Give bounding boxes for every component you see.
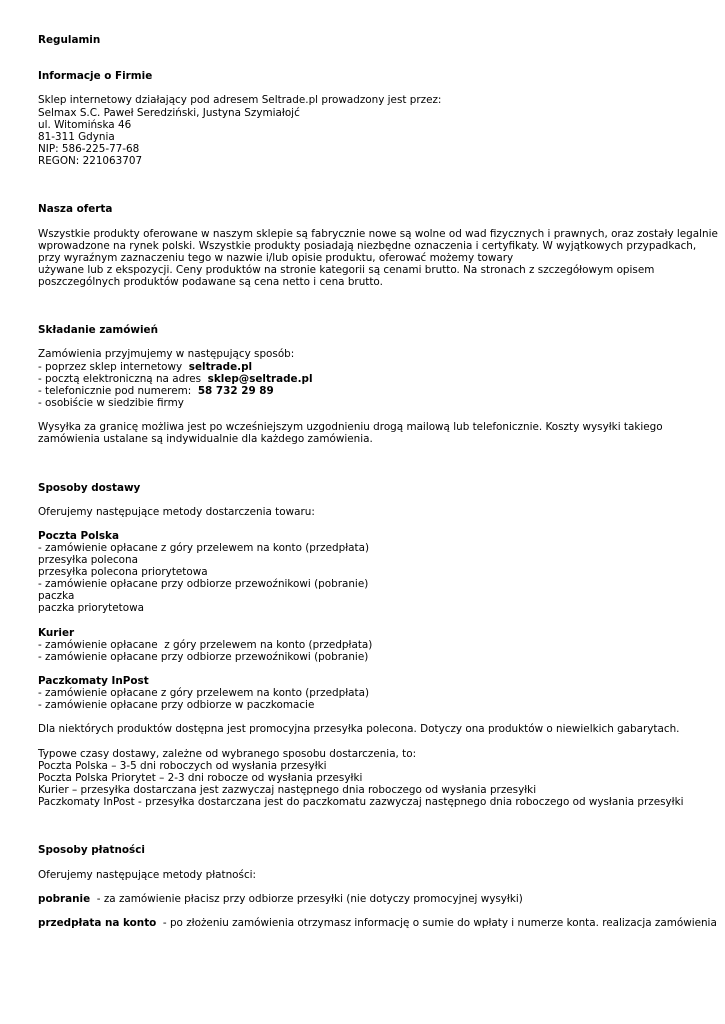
delivery-item: - zamówienie opłacane z góry przelewem na konto (przedpłata)	[38, 687, 370, 700]
delivery-item: paczka priorytetowa	[38, 602, 144, 615]
delivery-time: Kurier – przesyłka dostarczana jest zazwyczaj następnego dnia roboczego od wysłania przesyłki	[38, 783, 537, 796]
payment-intro: Oferujemy następujące metody płatności:	[38, 868, 257, 881]
delivery-item: - zamówienie opłacane przy odbiorze przewoźnikowi (pobranie)	[38, 650, 369, 663]
promo-note: Dla niektórych produktów dostępna jest promocyjna przesyłka polecona. Dotyczy ona produktów o niewielkich gabarytach.	[38, 723, 680, 736]
payment-method-text: - po złożeniu zamówienia otrzymasz informację o sumie do wpłaty i numerze konta. realizacja zamówienia	[156, 916, 717, 929]
email-link[interactable]: sklep@seltrade.pl	[207, 372, 313, 385]
order-method	[38, 361, 718, 373]
payment-method-label: przedpłata na konto	[38, 916, 157, 929]
delivery-heading: Sposoby dostawy	[38, 481, 141, 494]
offer-line: używane lub z ekspozycji. Ceny produktów na stronie kategorii są cenami brutto. Na stronach z szczegółowym opisem	[38, 263, 655, 276]
order-method	[38, 397, 718, 409]
order-method-text: - poprzez sklep internetowy	[38, 360, 189, 373]
order-method	[38, 373, 718, 385]
delivery-group-name: Paczkomaty InPost	[38, 675, 149, 688]
order-method	[38, 385, 718, 397]
offer-line: poszczególnych produktów podawane są cena netto i cena brutto.	[38, 275, 383, 288]
delivery-item: - zamówienie opłacane przy odbiorze w paczkomacie	[38, 699, 315, 712]
delivery-group-name: Kurier	[38, 626, 75, 639]
payment-method-text: - za zamówienie płacisz przy odbiorze przesyłki (nie dotyczy promocyjnej wysyłki)	[90, 892, 523, 905]
payment-method-cod	[38, 893, 718, 905]
delivery-group-name: Poczta Polska	[38, 529, 119, 542]
delivery-item: przesyłka polecona	[38, 554, 138, 567]
offer-line: przy wyraźnym zaznaczeniu tego w nazwie i/lub opisie produktu, oferować możemy towary	[38, 251, 514, 264]
delivery-item: - zamówienie opłacane z góry przelewem na konto (przedpłata)	[38, 638, 373, 651]
document-title: Regulamin	[38, 34, 101, 46]
company-line: NIP: 586-225-77-68	[38, 142, 140, 155]
company-line: REGON: 221063707	[38, 154, 143, 167]
delivery-intro: Oferujemy następujące metody dostarczenia towaru:	[38, 505, 315, 518]
delivery-item: - zamówienie opłacane z góry przelewem na konto (przedpłata)	[38, 541, 370, 554]
orders-intro: Zamówienia przyjmujemy w następujący sposób:	[38, 348, 295, 361]
company-line: Selmax S.C. Paweł Seredziński, Justyna Szymiałojć	[38, 106, 300, 119]
delivery-time: Paczkomaty InPost - przesyłka dostarczana jest do paczkomatu zazwyczaj następnego dnia roboczego od wysłania przesyłki	[38, 795, 684, 808]
order-method-text: - pocztą elektroniczną na adres	[38, 372, 208, 385]
delivery-item: przesyłka polecona priorytetowa	[38, 566, 208, 579]
shop-link[interactable]: seltrade.pl	[188, 360, 253, 373]
company-line: ul. Witomińska 46	[38, 118, 132, 131]
order-method-text: - telefonicznie pod numerem:	[38, 384, 198, 397]
company-heading: Informacje o Firmie	[38, 70, 153, 83]
delivery-time: Poczta Polska – 3-5 dni roboczych od wysłania przesyłki	[38, 759, 327, 772]
phone-number: 58 732 29 89	[197, 384, 274, 397]
document-page	[38, 34, 718, 929]
offer-heading: Nasza oferta	[38, 203, 113, 216]
order-method-text: - osobiście w siedzibie firmy	[38, 396, 184, 409]
abroad-line: zamówienia ustalane są indywidualnie dla każdego zamówienia.	[38, 433, 373, 446]
abroad-line: Wysyłka za granicę możliwa jest po wcześniejszym uzgodnieniu drogą mailową lub telefonicznie. Koszty wysyłki takiego	[38, 421, 663, 434]
company-line: 81-311 Gdynia	[38, 130, 115, 143]
orders-heading: Składanie zamówień	[38, 324, 158, 337]
delivery-item: - zamówienie opłacane przy odbiorze przewoźnikowi (pobranie)	[38, 578, 369, 591]
payment-heading: Sposoby płatności	[38, 844, 145, 857]
times-intro: Typowe czasy dostawy, zależne od wybranego sposobu dostarczenia, to:	[38, 747, 417, 760]
offer-line: wprowadzone na rynek polski. Wszystkie produkty posiadają niezbędne oznaczenia i certyfikaty. W wyjątkowych przypadkach,	[38, 239, 697, 252]
payment-method-prepay	[38, 917, 718, 929]
offer-line: Wszystkie produkty oferowane w naszym sklepie są fabrycznie nowe są wolne od wad fizycznych i prawnych, oraz zostały legalnie	[38, 227, 718, 240]
delivery-item: paczka	[38, 590, 75, 603]
company-line: Sklep internetowy działający pod adresem Seltrade.pl prowadzony jest przez:	[38, 94, 442, 107]
delivery-time: Poczta Polska Priorytet – 2-3 dni robocze od wysłania przesyłki	[38, 771, 363, 784]
payment-method-label: pobranie	[38, 892, 91, 905]
